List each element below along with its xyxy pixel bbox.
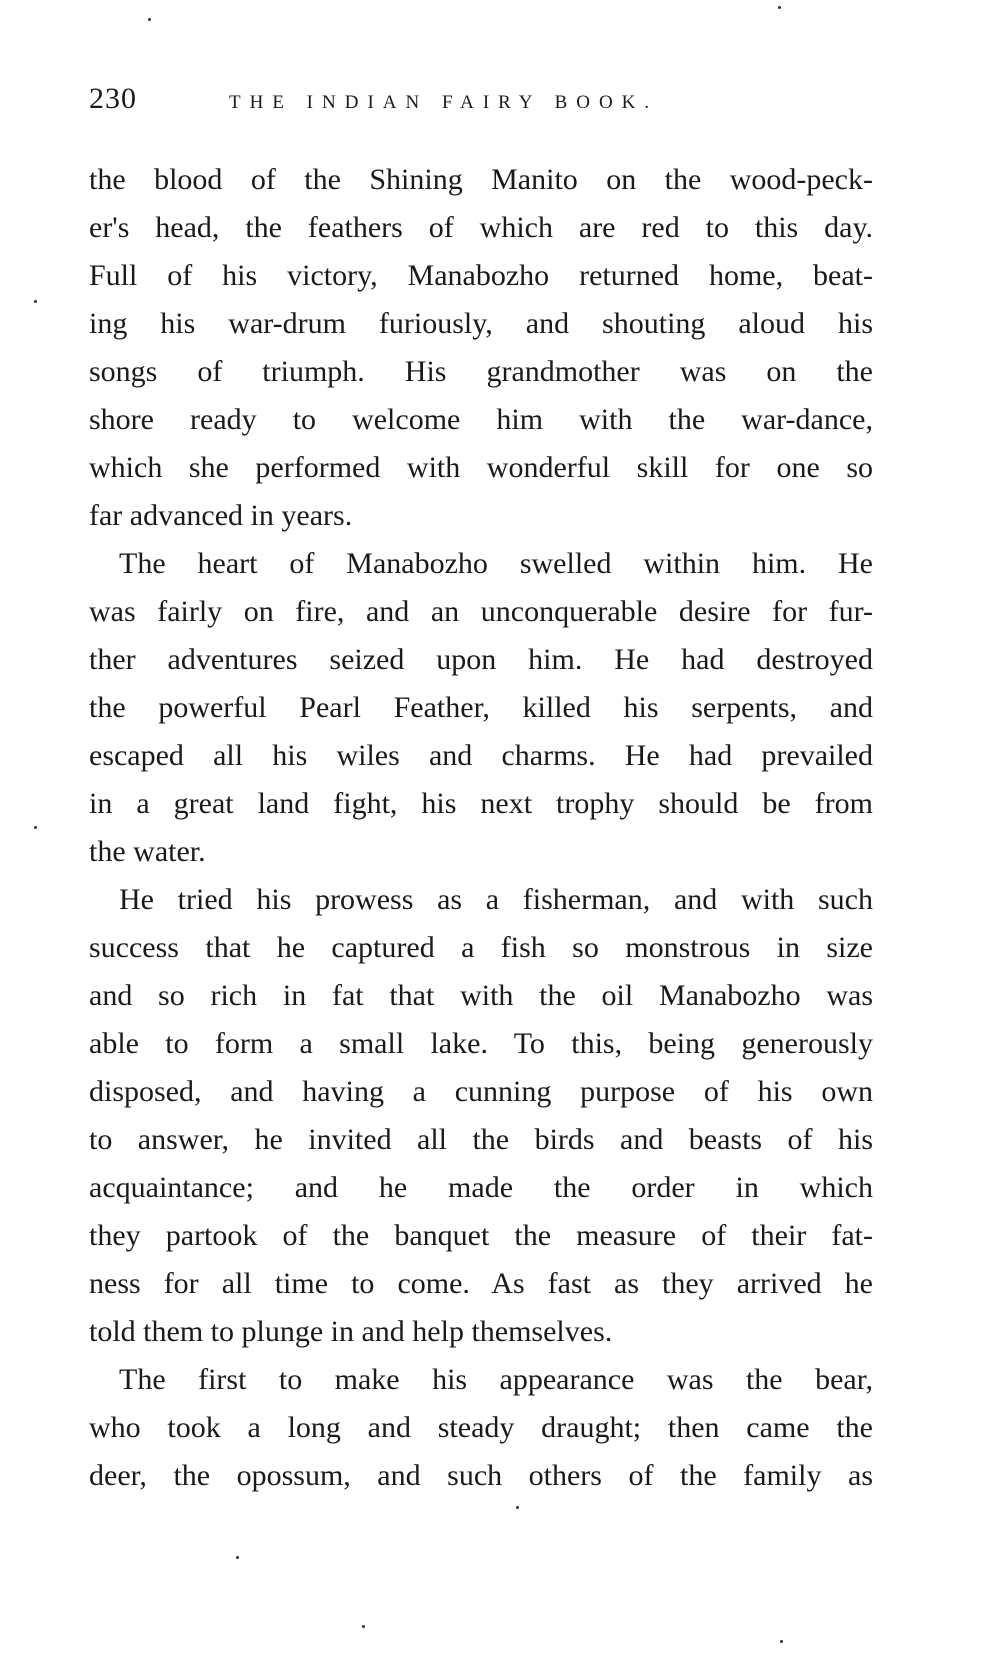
print-speck — [34, 300, 37, 303]
text-line: disposed, and having a cunning purpose of his own — [89, 1075, 873, 1108]
print-speck — [236, 1556, 239, 1559]
text-line: in a great land fight, his next trophy should be from — [89, 787, 873, 820]
page-number: 230 — [89, 82, 137, 115]
text-line: The heart of Manabozho swelled within him. He — [119, 547, 873, 580]
print-speck — [34, 826, 37, 829]
page-header — [89, 82, 889, 122]
text-line: success that he captured a fish so monstrous in size — [89, 931, 873, 964]
text-line: deer, the opossum, and such others of the family as — [89, 1459, 873, 1492]
text-line: which she performed with wonderful skill for one so — [89, 451, 873, 484]
text-line: the blood of the Shining Manito on the wood-peck- — [89, 163, 873, 196]
body-text — [89, 156, 873, 1500]
text-line: songs of triumph. His grandmother was on the — [89, 355, 873, 388]
text-line: Full of his victory, Manabozho returned home, beat- — [89, 259, 873, 292]
text-line: ing his war-drum furiously, and shouting aloud his — [89, 307, 873, 340]
text-line: they partook of the banquet the measure of their fat- — [89, 1219, 873, 1252]
print-speck — [362, 1625, 365, 1628]
print-speck — [780, 1640, 783, 1643]
text-line: and so rich in fat that with the oil Manabozho was — [89, 979, 873, 1012]
print-speck — [148, 18, 151, 21]
text-line: He tried his prowess as a fisherman, and with such — [119, 883, 873, 916]
text-line: ness for all time to come. As fast as they arrived he — [89, 1267, 873, 1300]
print-speck — [516, 1506, 519, 1509]
text-line: the water. — [89, 835, 206, 868]
text-line: acquaintance; and he made the order in which — [89, 1171, 873, 1204]
print-speck — [778, 6, 781, 9]
text-line: the powerful Pearl Feather, killed his serpents, and — [89, 691, 873, 724]
text-line: was fairly on fire, and an unconquerable desire for fur- — [89, 595, 873, 628]
running-title: THE INDIAN FAIRY BOOK. — [229, 92, 659, 113]
text-line: shore ready to welcome him with the war-dance, — [89, 403, 873, 436]
text-line: escaped all his wiles and charms. He had prevailed — [89, 739, 873, 772]
text-line: able to form a small lake. To this, being generously — [89, 1027, 873, 1060]
text-line: told them to plunge in and help themselves. — [89, 1315, 613, 1348]
text-line: ther adventures seized upon him. He had destroyed — [89, 643, 873, 676]
text-line: er's head, the feathers of which are red to this day. — [89, 211, 873, 244]
text-line: far advanced in years. — [89, 499, 353, 532]
text-line: to answer, he invited all the birds and beasts of his — [89, 1123, 873, 1156]
text-line: who took a long and steady draught; then came the — [89, 1411, 873, 1444]
text-line: The first to make his appearance was the bear, — [119, 1363, 873, 1396]
